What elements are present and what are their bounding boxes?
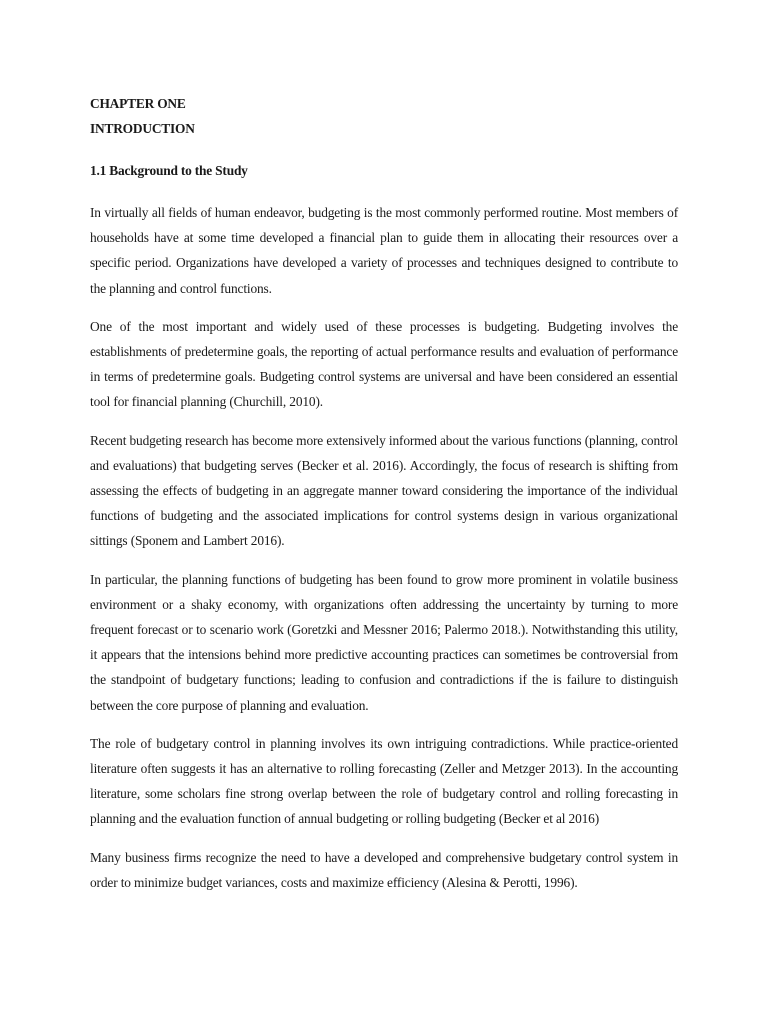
paragraph-1: In virtually all fields of human endeavor, budgeting is the most commonly performed routine. Most members of households have at some time developed a financial plan to guide them in allocating their resources over a specific period. Organizations have developed a variety of processes and techniques designed to contribute to the planning and control functions.: [90, 205, 678, 296]
paragraph-6: Many business firms recognize the need to have a developed and comprehensive budgetary control system in order to minimize budget variances, costs and maximize efficiency (Alesina & Perotti, 1996).: [90, 849, 678, 890]
paragraph-4: In particular, the planning functions of budgeting has been found to grow more prominent in volatile business environment or a shaky economy, with organizations often addressing the uncertainty by turning to more frequent forecast or to scenario work (Goretzki and Messner 2016; Palermo 2018.). Notwithstanding this utility, it appears that the intensions behind more predictive accounting practices can sometimes be controversial from the standpoint of budgetary functions; leading to confusion and contradictions if the is failure to distinguish between the core purpose of planning and evaluation.: [90, 571, 678, 713]
document-page: [90, 91, 678, 895]
section-title: 1.1 Background to the Study: [90, 163, 248, 178]
paragraph-5: The role of budgetary control in planning involves its own intriguing contradictions. While practice-oriented literature often suggests it has an alternative to rolling forecasting (Zeller and Metzger 2013). In the accounting literature, some scholars fine strong overlap between the role of budgetary control and rolling forecasting in planning and the evaluation function of annual budgeting or rolling budgeting (Becker et al 2016): [90, 735, 678, 827]
paragraph-3: Recent budgeting research has become more extensively informed about the various functions (planning, control and evaluations) that budgeting serves (Becker et al. 2016). Accordingly, the focus of research is shifting from assessing the effects of budgeting in an aggregate manner toward considering the importance of the individual functions of budgeting and the associated implications for control systems design in various organizational sittings (Sponem and Lambert 2016).: [90, 432, 678, 549]
chapter-title: INTRODUCTION: [90, 121, 195, 136]
chapter-label: CHAPTER ONE: [90, 96, 186, 111]
paragraph-2: One of the most important and widely used of these processes is budgeting. Budgeting involves the establishments of predetermine goals, the reporting of actual performance results and evaluation of performance in terms of predetermine goals. Budgeting control systems are universal and have been considered an essential tool for financial planning (Churchill, 2010).: [90, 318, 678, 410]
